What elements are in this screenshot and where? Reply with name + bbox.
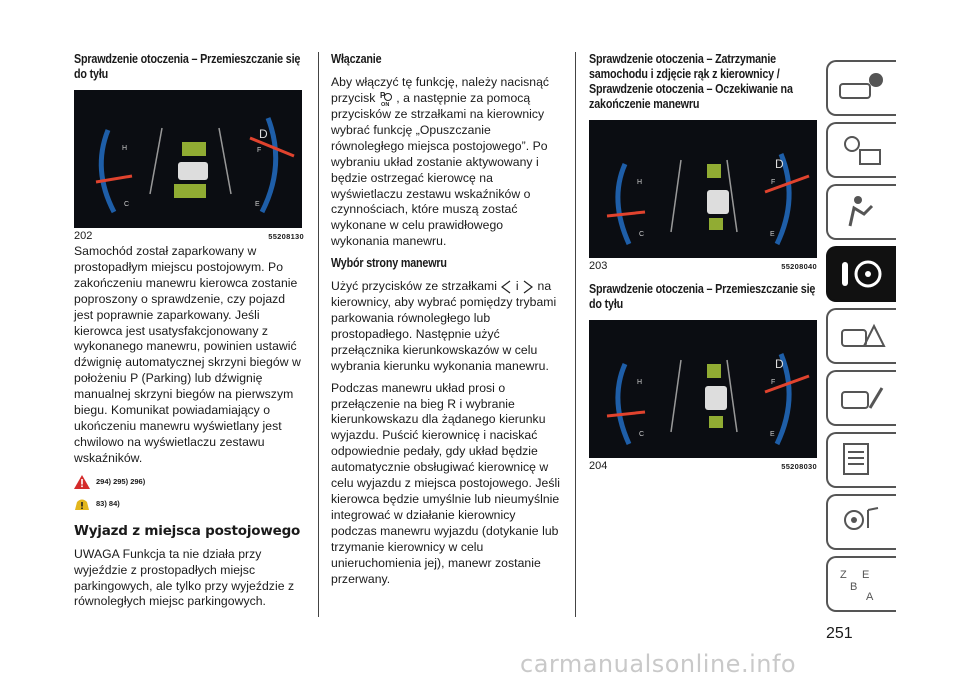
car-warning-icon (836, 316, 886, 356)
svg-text:B: B (850, 581, 858, 593)
heading-side-selection: Wybór strony manewru (331, 256, 447, 271)
section-heading: Sprawdzenie otoczenia – Przemieszczanie się do tyłu (74, 52, 301, 81)
svg-text:C: C (639, 231, 645, 238)
tab-index[interactable] (826, 556, 896, 612)
svg-text:E: E (770, 431, 775, 438)
media-nav-icon (836, 502, 886, 542)
svg-text:F: F (771, 379, 776, 386)
tab-car-info[interactable] (826, 60, 896, 116)
index-letters-icon (836, 564, 886, 604)
tab-driving[interactable] (826, 246, 896, 302)
figure-number: 202 (74, 230, 93, 242)
svg-text:C: C (639, 431, 645, 438)
warning-triangle-icon (74, 475, 90, 489)
park-assist-button-icon (379, 91, 393, 107)
figure-caption: 203 55208040 (589, 260, 817, 272)
temp-hot-label: H (122, 145, 128, 152)
paragraph-maneuver: Podczas manewru układ prosi o przełączenie na bieg R i wybranie kierunkowskazu dla żądanego kierunku wyjazdu. Puścić kierownicę i naciskać odpowiednie pedały, gdy układ będzie automatycznie obsługiwać kierownicę w celu wyjazdu z miejsca postojowego. Jeśli kierowca będzie umyślnie lub nieumyślnie integrować w działanie kierownicy podczas manewru wyjazdu (dotykanie lub trzymanie kierownicy w celu unieruchomienia jej), manewr zostanie przerwany. (331, 380, 560, 586)
cluster-figure-202 (74, 90, 302, 228)
gear-indicator: D (775, 357, 784, 371)
svg-text:E: E (862, 569, 870, 581)
paragraph-enable-end: , a następnie za pomocą przycisków ze strzałkami na kierownicy wybrać funkcję „Opuszczanie równoległego miejsca postojowego”. Po wybraniu układ zostanie aktywowany i będzie ostrzegać kierowcę na wyświetlaczu zestawu wskaźników o czynnościach, które muszą zostać wykonane w celu prawidłowego wykonania manewru. (331, 91, 548, 249)
section-title: Wyjazd z miejsca postojowego (74, 522, 301, 539)
caution-refs: 83) 84) (96, 499, 120, 509)
key-steering-icon (836, 254, 886, 294)
caution-reference (74, 495, 304, 513)
light-message-icon (836, 130, 886, 170)
car-info-icon (836, 68, 886, 108)
figure-caption: 204 55208030 (589, 460, 817, 472)
warning-refs: 294) 295) 296) (96, 477, 146, 487)
column-divider (318, 52, 319, 617)
car-service-icon (836, 378, 886, 418)
caution-hand-icon (74, 497, 90, 511)
svg-text:H: H (637, 379, 643, 386)
temp-cold-label: C (124, 201, 130, 208)
heading-reverse: Sprawdzenie otoczenia – Przemieszczanie się do tyłu (589, 282, 816, 311)
section-body: UWAGA Funkcja ta nie działa przy wyjeździe z prostopadłych miejsc parkingowych, ale tylko przy wyjeździe z równoległych miejsc parkingowych. (74, 546, 295, 609)
svg-text:E: E (770, 231, 775, 238)
gear-indicator: D (775, 157, 784, 171)
tab-specs[interactable] (826, 432, 896, 488)
cluster-display-image (589, 120, 817, 258)
seat-airbag-icon (836, 192, 886, 232)
warning-reference (74, 473, 304, 491)
watermark: carmanualsonline.info (520, 650, 797, 678)
column-2 (331, 52, 563, 593)
paragraph-enable-start: Aby włączyć tę funkcję, należy nacisnąć przycisk (331, 75, 550, 106)
paragraph-side-selection: Użyć przycisków ze strzałkami i na kierownicy, aby wybrać pomiędzy trybami parkowania równoległego lub prostopadłego. Następnie użyć przełącznika kierunkowskazów w celu wybrania kierunku wykonania manewru. (331, 279, 557, 373)
arrow-right-icon (522, 280, 534, 294)
specs-list-icon (836, 440, 886, 480)
cluster-figure-203 (589, 120, 817, 258)
cluster-display-image (74, 90, 302, 228)
svg-text:Z: Z (840, 569, 847, 581)
figure-caption (74, 230, 304, 244)
heading-enable: Włączanie (331, 52, 382, 66)
column-divider (575, 52, 576, 617)
tab-multimedia[interactable] (826, 494, 896, 550)
tab-safety[interactable] (826, 184, 896, 240)
column-1 (74, 52, 304, 616)
chapter-tabs (826, 60, 896, 618)
figure-code: 55208130 (268, 232, 304, 241)
fuel-full-label: F (257, 147, 262, 154)
page-number: 251 (826, 625, 853, 642)
heading-stop: Sprawdzenie otoczenia – Zatrzymanie samochodu i zdjęcie rąk z kierownicy / Sprawdzenie otoczenia – Oczekiwanie na zakończenie manewru (589, 52, 793, 111)
svg-text:ON: ON (380, 101, 390, 107)
svg-text:P: P (379, 90, 386, 100)
arrow-left-icon (500, 280, 512, 294)
tab-lights[interactable] (826, 122, 896, 178)
svg-text:A: A (866, 591, 874, 603)
body-paragraph: Samochód został zaparkowany w prostopadłym miejscu postojowym. Po zakończeniu manewru kierowca zostanie poproszony o sprawdzenie, czy pojazd jest poprawnie zaparkowany. Jeśli kierowca jest usatysfakcjonowany z wykonanego manewru, powinien ustawić dźwignię automatycznej skrzyni biegów w położeniu P (Parking) lub dźwignię manualnej skrzyni biegów na pierwszym biegu. Komunikat powiadamiający o ukończeniu manewru wyświetlany jest chwilowo na wyświetlaczu zestawu wskaźników. (74, 244, 301, 465)
tab-service[interactable] (826, 370, 896, 426)
fuel-empty-label: E (255, 201, 260, 208)
column-3 (589, 52, 817, 474)
svg-text:F: F (771, 179, 776, 186)
svg-text:H: H (637, 179, 643, 186)
cluster-display-image (589, 320, 817, 458)
cluster-figure-204 (589, 320, 817, 458)
gear-indicator: D (259, 127, 268, 141)
paragraph-enable (331, 75, 563, 250)
tab-emergency[interactable] (826, 308, 896, 364)
